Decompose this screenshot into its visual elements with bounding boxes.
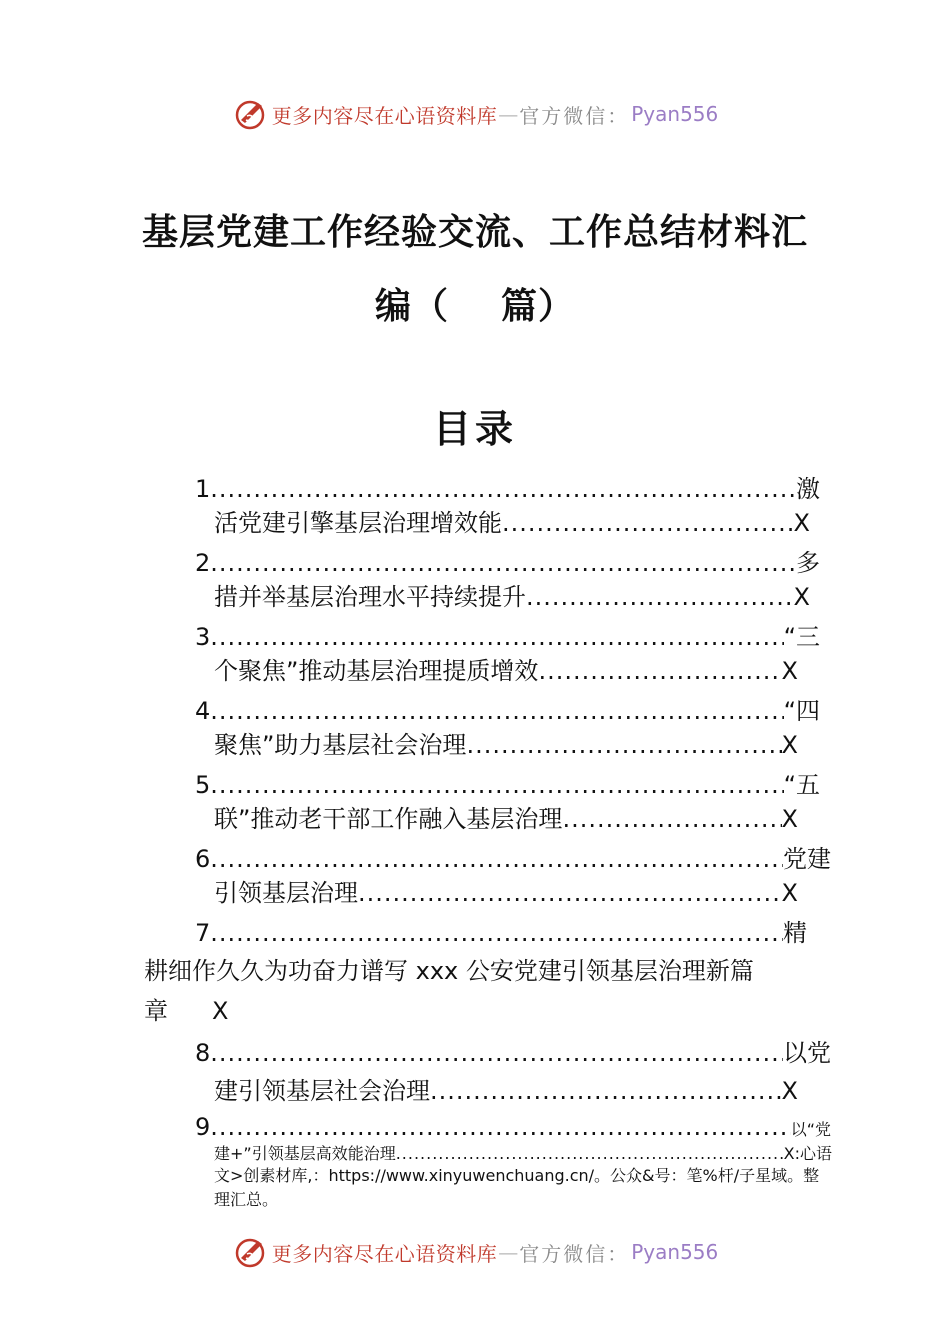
toc-entry-7-text-end[interactable] <box>144 994 228 1028</box>
header-banner <box>0 94 950 134</box>
footer-banner <box>0 1232 950 1272</box>
toc-leader <box>358 876 782 910</box>
toc-tail: 以党 <box>783 1039 831 1067</box>
banner-wechat-id: Pyan556 <box>631 102 719 126</box>
toc-number: 5 <box>195 771 211 799</box>
toc-leader <box>210 916 783 950</box>
toc-entry-5[interactable] <box>195 768 820 802</box>
toc-entry-3-cont[interactable] <box>214 654 798 688</box>
toc-page: X <box>781 1077 798 1105</box>
toc-entry-4[interactable] <box>195 694 820 728</box>
document-title-line2 <box>0 278 950 329</box>
banner-wechat-id: Pyan556 <box>631 1240 719 1264</box>
toc-tail: 精 <box>783 919 807 947</box>
toc-entry-9-cont[interactable] <box>214 1142 832 1166</box>
toc-text: 个聚焦”推动基层治理提质增效 <box>214 657 539 685</box>
toc-page: X <box>793 583 810 611</box>
toc-text: 章 <box>144 997 168 1025</box>
toc-tail: 党建 <box>783 845 831 873</box>
toc-entry-6-cont[interactable] <box>214 876 798 910</box>
toc-text: 联”推动老干部工作融入基层治理 <box>214 805 563 833</box>
toc-entry-7[interactable] <box>195 916 807 950</box>
toc-number: 1 <box>195 475 211 503</box>
toc-page: X <box>793 509 810 537</box>
banner-dash: — <box>498 102 519 126</box>
banner-wechat-label: 官方微信： <box>519 103 630 128</box>
toc-page: X <box>781 879 798 907</box>
toc-leader <box>210 1110 790 1144</box>
toc-number: 2 <box>195 549 211 577</box>
toc-tail: 以“党 <box>790 1120 831 1139</box>
toc-leader <box>396 1142 784 1166</box>
source-footnote: 文>创素材库,：https://www.xinyuwenchuang.cn/。公众&号：笔%杆/子星域。整理汇总。 <box>214 1166 820 1209</box>
toc-entry-2[interactable] <box>195 546 820 580</box>
toc-entry-5-cont[interactable] <box>214 802 798 836</box>
toc-number: 8 <box>195 1039 211 1067</box>
toc-leader <box>538 654 781 688</box>
toc-text: 措并举基层治理水平持续提升 <box>214 583 526 611</box>
toc-entry-7-text[interactable]: 耕细作久久为功奋力谱写 xxx 公安党建引领基层治理新篇 <box>144 957 754 985</box>
toc-number: 7 <box>195 919 211 947</box>
toc-entry-3[interactable] <box>195 620 820 654</box>
toc-entry-6[interactable] <box>195 842 831 876</box>
toc-leader <box>502 506 794 540</box>
title-part-b: 篇） <box>501 285 576 327</box>
toc-tail: “五 <box>783 771 820 799</box>
toc-number: 6 <box>195 845 211 873</box>
toc-leader <box>562 802 781 836</box>
title-part-a: 编（ <box>374 285 449 327</box>
banner-text: 更多内容尽在心语资料库 <box>271 1241 498 1266</box>
toc-page: X:心语 <box>783 1144 832 1163</box>
toc-entry-4-cont[interactable] <box>214 728 798 762</box>
toc-entry-2-cont[interactable] <box>214 580 810 614</box>
toc-page: X <box>212 997 229 1025</box>
toc-text: 建+”引领基层高效能治理 <box>214 1144 396 1163</box>
toc-leader <box>210 842 783 876</box>
toc-leader <box>526 580 794 614</box>
banner-text: 更多内容尽在心语资料库 <box>271 103 498 128</box>
toc-leader <box>210 472 796 506</box>
toc-entry-1[interactable] <box>195 472 820 506</box>
toc-tail: “三 <box>783 623 820 651</box>
toc-tail: 激 <box>796 475 820 503</box>
banner-wechat-label: 官方微信： <box>519 1241 630 1266</box>
toc-text: 聚焦”助力基层社会治理 <box>214 731 467 759</box>
toc-number: 9 <box>195 1113 211 1141</box>
toc-page: X <box>781 805 798 833</box>
document-title-line1: 基层党建工作经验交流、工作总结材料汇 <box>141 211 808 253</box>
toc-number: 3 <box>195 623 211 651</box>
toc-text: 建引领基层社会治理 <box>214 1077 430 1105</box>
toc-page: X <box>781 731 798 759</box>
toc-text: 活党建引擎基层治理增效能 <box>214 509 502 537</box>
toc-page: X <box>781 657 798 685</box>
pen-seal-logo-icon <box>232 96 268 132</box>
toc-leader <box>210 620 783 654</box>
pen-seal-logo-icon <box>232 1234 268 1270</box>
toc-leader <box>466 728 781 762</box>
toc-entry-8-cont[interactable] <box>214 1074 798 1108</box>
toc-leader <box>210 1036 783 1070</box>
toc-leader <box>210 546 796 580</box>
toc-leader <box>210 768 783 802</box>
toc-tail: 多 <box>796 549 820 577</box>
toc-entry-8[interactable] <box>195 1036 831 1070</box>
toc-entry-1-cont[interactable] <box>214 506 810 540</box>
toc-text: 引领基层治理 <box>214 879 358 907</box>
banner-dash: — <box>498 1240 519 1264</box>
toc-number: 4 <box>195 697 211 725</box>
toc-heading: 目录 <box>432 406 517 451</box>
toc-leader <box>210 694 783 728</box>
toc-tail: “四 <box>783 697 820 725</box>
toc-leader <box>430 1074 782 1108</box>
